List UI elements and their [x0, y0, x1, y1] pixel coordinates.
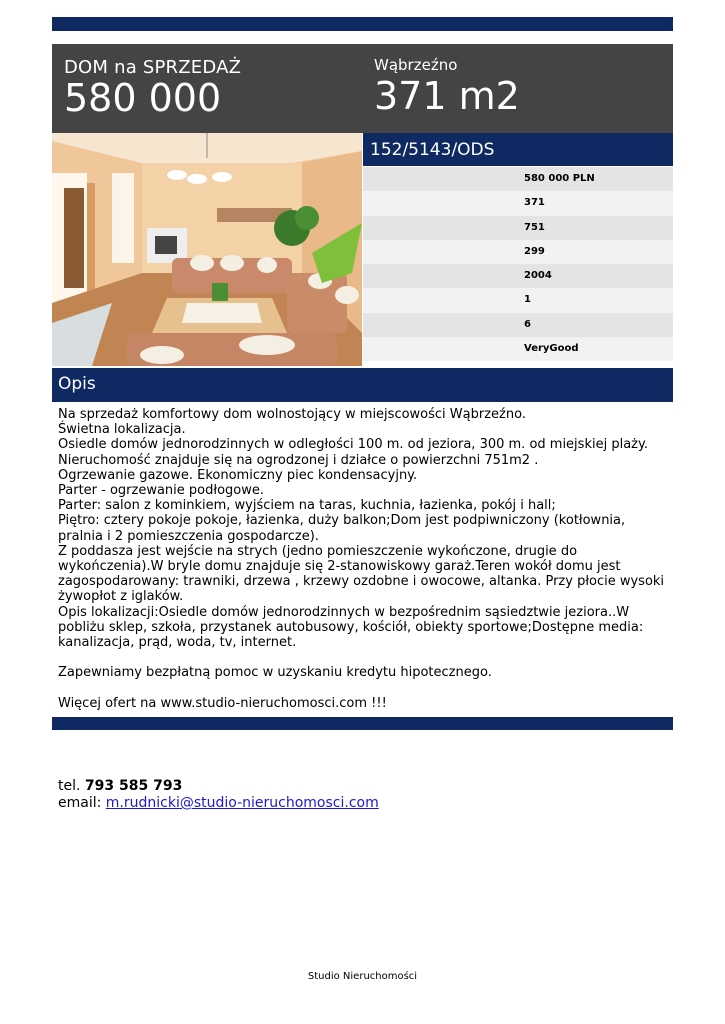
detail-value: 751 [524, 221, 545, 233]
phone-number[interactable]: 793 585 793 [84, 778, 183, 794]
detail-value: 371 [524, 197, 545, 209]
email-line [58, 795, 379, 812]
detail-row [363, 191, 673, 215]
description-title: Opis [58, 374, 96, 394]
description-line: Na sprzedaż komfortowy dom wolnostojący w miejscowości Wąbrzeźno. [58, 407, 526, 422]
detail-row [363, 167, 673, 191]
detail-value: VeryGood [524, 342, 579, 354]
description-line: Nieruchomość znajduje się na ogrodzonej i działce o powierzchni 751m2 . [58, 452, 539, 468]
description-title-bar [52, 368, 673, 402]
property-area: 371 m2 [374, 74, 520, 118]
description-line: Parter: salon z kominkiem, wyjściem na taras, kuchnia, łazienka, pokój i hall; [58, 498, 556, 514]
detail-value: 580 000 PLN [524, 173, 595, 184]
property-photo [52, 133, 362, 366]
reference-bar [363, 133, 673, 166]
description-line: Opis lokalizacji:Osiedle domów jednorodzinnych w bezpośrednim sąsiedztwie jeziora..W pobliżu sklep, szkoła, przystanek autobusowy, kościół, obiekty sportowe;Dostępne media: kanalizacja, prąd, woda, tv, internet. [58, 604, 644, 651]
reference-number: 152/5143/ODS [370, 140, 495, 160]
description-line: Z poddasza jest wejście na strych (jedno pomieszczenie wykończone, drugie do wykończenia).W bryle domu znajduje się 2-stanowiskowy garaż.Teren wokół domu jest zagospodarowany: trawniki, drzewa , krzewy ozdobne i owocowe, altanka. Przy płocie wysoki żywopłot z iglaków. [58, 543, 665, 605]
contact-block [58, 778, 379, 812]
credit-note: Zapewniamy bezpłatną pomoc w uzyskaniu kredytu hipotecznego. [58, 665, 492, 681]
listing-header [52, 44, 673, 133]
more-offers-note: Więcej ofert na www.studio-nieruchomosci.com !!! [58, 695, 387, 711]
email-link[interactable]: m.rudnicki@studio-nieruchomosci.com [105, 795, 379, 811]
detail-row [363, 313, 673, 337]
top-accent-bar [52, 17, 673, 31]
description-text [58, 407, 670, 711]
email-label: email: [58, 795, 102, 811]
phone-label: tel. [58, 778, 81, 794]
detail-row [363, 240, 673, 264]
footer-company: Studio Nieruchomości [307, 971, 418, 982]
details-table [363, 167, 673, 361]
detail-row [363, 288, 673, 312]
detail-value: 1 [524, 294, 531, 306]
detail-value: 6 [524, 318, 531, 330]
property-type: DOM na SPRZEDAŻ [64, 57, 242, 78]
property-price: 580 000 [64, 76, 222, 120]
detail-row [363, 264, 673, 288]
detail-value: 299 [524, 245, 545, 257]
phone-line [58, 778, 379, 795]
description-line: Ogrzewanie gazowe. Ekonomiczny piec kondensacyjny. [58, 467, 418, 483]
bottom-accent-bar [52, 717, 673, 730]
property-city: Wąbrzeźno [374, 56, 458, 74]
detail-row [363, 216, 673, 240]
description-line: Świetna lokalizacja. [58, 422, 186, 438]
description-line: Piętro: cztery pokoje pokoje, łazienka, duży balkon;Dom jest podpiwniczony (kotłownia, pralnia i 2 pomieszczenia gospodarcze). [58, 513, 626, 544]
description-line: Osiedle domów jednorodzinnych w odległości 100 m. od jeziora, 300 m. od miejskiej plaży. [58, 437, 648, 453]
description-line: Parter - ogrzewanie podłogowe. [58, 483, 264, 499]
detail-row [363, 337, 673, 361]
detail-value: 2004 [524, 270, 552, 281]
